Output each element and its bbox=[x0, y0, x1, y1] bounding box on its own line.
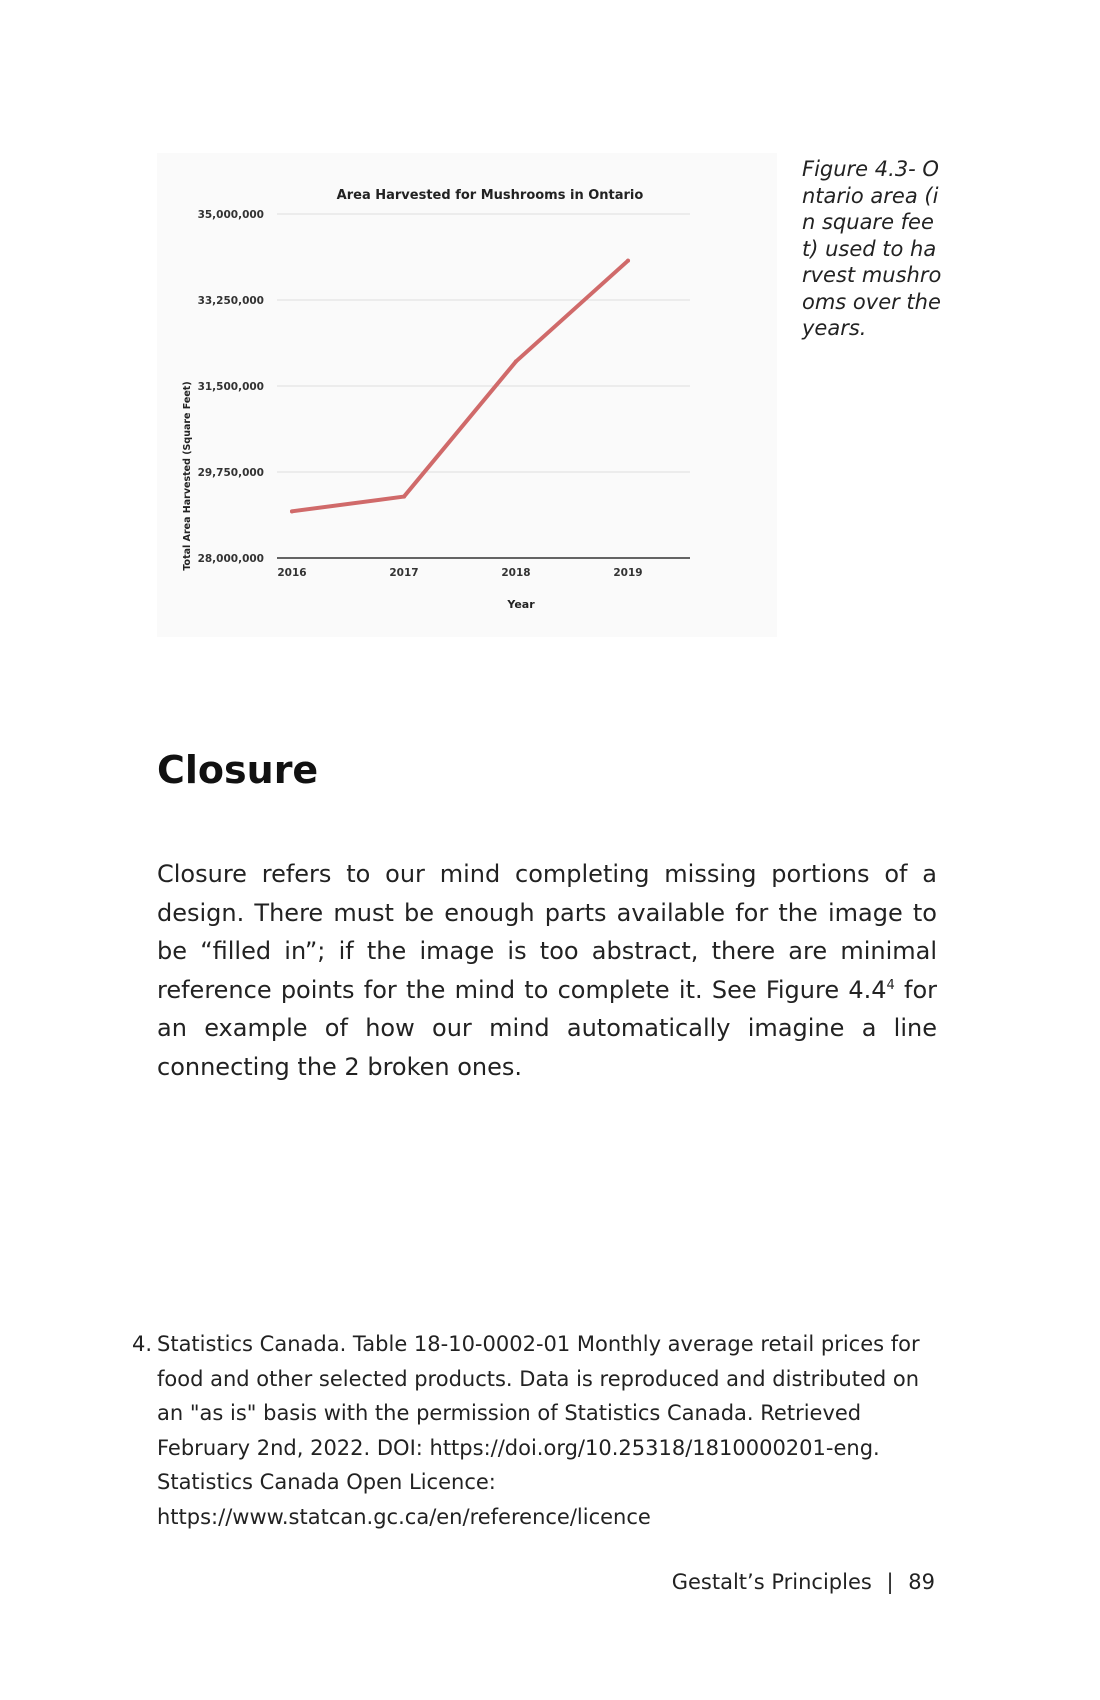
footnote-number: 4. bbox=[132, 1332, 153, 1356]
chart-x-ticks bbox=[277, 567, 642, 579]
chart-x-tick-label: 2016 bbox=[277, 567, 307, 579]
footnote-reference[interactable]: 4 bbox=[886, 977, 895, 993]
chart-x-tick-label: 2018 bbox=[501, 567, 531, 579]
footer-separator: | bbox=[886, 1570, 894, 1594]
paragraph-text-after-ref: for an example of how our mind automatically imagine a line connecting the 2 broken ones. bbox=[157, 975, 937, 1081]
section-heading: Closure bbox=[157, 748, 319, 792]
body-paragraph bbox=[157, 855, 937, 1087]
chart-x-tick-label: 2017 bbox=[389, 567, 419, 579]
figure-chart-image bbox=[157, 153, 777, 637]
chart-x-tick-label: 2019 bbox=[613, 567, 643, 579]
chart-data-point bbox=[402, 495, 406, 499]
chart-y-ticks bbox=[198, 209, 264, 565]
chart-y-tick-label: 28,000,000 bbox=[197, 553, 264, 565]
line-chart bbox=[157, 153, 777, 637]
footer-chapter-title: Gestalt’s Principles bbox=[671, 1570, 872, 1594]
chart-y-tick-label: 29,750,000 bbox=[197, 467, 264, 479]
page-footer bbox=[672, 1570, 935, 1594]
chart-y-tick-label: 35,000,000 bbox=[197, 209, 264, 221]
chart-data-point bbox=[626, 259, 630, 263]
footnote bbox=[132, 1327, 942, 1534]
chart-x-axis-label: Year bbox=[507, 598, 535, 611]
chart-data-point bbox=[514, 359, 518, 363]
chart-y-tick-label: 33,250,000 bbox=[197, 295, 264, 307]
footnote-text: Statistics Canada. Table 18-10-0002-01 Monthly average retail prices for food and other selected products. Data is reproduced and distributed on an "as is" basis with the permission of Statistics Canada. Retrieved February 2nd, 2022. DOI: https://doi.org/10.25318/1810000201-eng. Statistics Canada Open Licence: https://www.statcan.gc.ca/en/reference/licence bbox=[157, 1332, 920, 1529]
chart-y-axis-label: Total Area Harvested (Square Feet) bbox=[182, 381, 193, 571]
chart-data-point bbox=[290, 509, 294, 513]
figure-caption: Figure 4.3- Ontario area (in square feet) used to harvest mushrooms over the years. bbox=[802, 157, 942, 340]
chart-y-tick-label: 31,500,000 bbox=[197, 381, 264, 393]
paragraph-text-before-ref: Closure refers to our mind completing missing portions of a design. There must be enough parts available for the image to be “filled in”; if the image is too abstract, there are minimal reference points for the mind to complete it. See Figure 4.4 bbox=[157, 860, 937, 1004]
page-number: 89 bbox=[908, 1570, 935, 1594]
chart-title: Area Harvested for Mushrooms in Ontario bbox=[336, 188, 644, 203]
